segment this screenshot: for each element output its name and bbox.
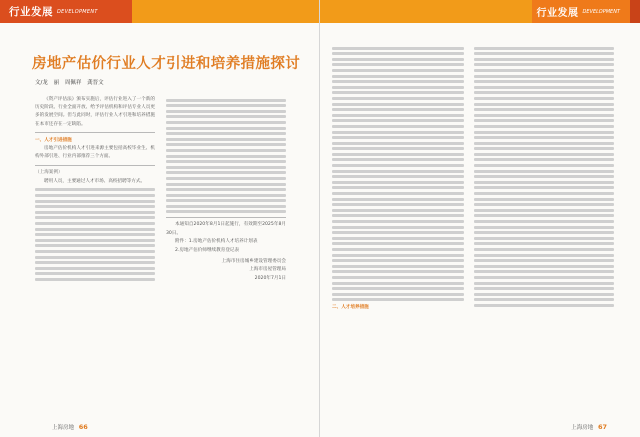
text-line — [474, 119, 614, 122]
right-page — [320, 0, 640, 437]
paragraph: 聘用人员，主要通过人才市场、高校招聘等方式。 — [44, 178, 146, 184]
text-line — [332, 170, 464, 173]
divider — [35, 165, 155, 166]
text-line — [474, 282, 614, 285]
section-title: 行业发展 — [9, 6, 53, 18]
notice-org: 上海市住房城乡建设管理委员会 — [221, 259, 286, 265]
text-line — [35, 272, 155, 275]
text-line — [474, 254, 614, 257]
text-line — [166, 155, 286, 158]
text-line — [332, 80, 464, 83]
text-line — [166, 160, 286, 163]
text-line — [166, 99, 286, 102]
text-line — [332, 108, 464, 111]
text-line — [166, 127, 286, 130]
divider — [166, 217, 286, 218]
text-line — [332, 214, 464, 217]
text-line — [35, 188, 155, 191]
paragraph: 房地产估价机构人才引进来源主要包括高校毕业生、机构外部引进、行业内部推荐三个方面。 — [35, 146, 155, 160]
text-line — [474, 198, 614, 201]
section-heading-2: 二、人才培养措施 — [332, 304, 369, 310]
text-line — [332, 164, 464, 167]
text-line — [474, 181, 614, 184]
text-line — [474, 192, 614, 195]
text-line — [474, 114, 614, 117]
text-line — [474, 270, 614, 273]
text-line — [35, 239, 155, 242]
text-line — [332, 231, 464, 234]
text-line — [332, 142, 464, 145]
text-line — [332, 242, 464, 245]
text-line — [474, 97, 614, 100]
text-line — [474, 136, 614, 139]
text-line — [166, 199, 286, 202]
text-line — [332, 186, 464, 189]
text-line — [35, 244, 155, 247]
text-line — [35, 267, 155, 270]
page-number: 67 — [597, 423, 607, 431]
text-line — [474, 231, 614, 234]
text-line — [332, 181, 464, 184]
text-line — [332, 131, 464, 134]
text-line — [166, 210, 286, 213]
page-number: 66 — [78, 423, 88, 431]
text-line — [35, 194, 155, 197]
text-line — [474, 304, 614, 307]
notice-date: 2020年7月1日 — [254, 275, 286, 281]
notice-attachment-2: 2.房地产估价师继续教育登记表 — [175, 248, 240, 254]
subsection-heading: （上海案例） — [35, 170, 63, 176]
text-line — [332, 237, 464, 240]
divider — [35, 132, 155, 133]
text-line — [474, 298, 614, 301]
text-line — [332, 47, 464, 50]
text-line — [166, 194, 286, 197]
text-line — [35, 256, 155, 259]
text-line — [332, 58, 464, 61]
text-line — [474, 142, 614, 145]
text-column-2 — [166, 96, 286, 283]
text-line — [166, 205, 286, 208]
text-line — [474, 125, 614, 128]
text-line — [474, 58, 614, 61]
text-line — [474, 86, 614, 89]
text-line — [332, 86, 464, 89]
section-subtitle: DEVELOPMENT — [582, 8, 620, 15]
footer-magazine: 上海房地 — [52, 425, 75, 431]
text-line — [474, 164, 614, 167]
text-line — [35, 222, 155, 225]
text-line — [474, 69, 614, 72]
text-line — [474, 220, 614, 223]
text-line — [332, 75, 464, 78]
footer-magazine: 上海房地 — [571, 425, 594, 431]
text-line — [332, 298, 464, 301]
text-line — [474, 242, 614, 245]
text-column-3 — [332, 44, 464, 312]
section-heading-1: 一、人才引进措施 — [35, 137, 72, 143]
text-line — [474, 80, 614, 83]
text-line — [332, 287, 464, 290]
text-line — [474, 63, 614, 66]
notice-attachment: 附件：1.房地产估价机构人才培养计划表 — [175, 239, 258, 245]
text-line — [332, 175, 464, 178]
text-line — [474, 103, 614, 106]
text-line — [35, 233, 155, 236]
section-header — [0, 0, 132, 23]
right-footer — [571, 423, 610, 431]
text-line — [166, 110, 286, 113]
text-line — [166, 166, 286, 169]
text-line — [35, 211, 155, 214]
text-line — [474, 170, 614, 173]
notice-closing: 本通知自2020年8月1日起施行，有效期至2025年8月30日。 — [166, 222, 286, 236]
text-line — [332, 226, 464, 229]
text-line — [166, 183, 286, 186]
text-line — [166, 143, 286, 146]
text-column-4 — [474, 44, 614, 310]
text-line — [332, 114, 464, 117]
text-column-1 — [35, 96, 155, 284]
text-line — [474, 131, 614, 134]
text-line — [35, 200, 155, 203]
text-line — [474, 153, 614, 156]
text-line — [332, 282, 464, 285]
text-line — [474, 158, 614, 161]
text-line — [166, 149, 286, 152]
text-line — [332, 192, 464, 195]
text-line — [332, 119, 464, 122]
text-line — [474, 108, 614, 111]
text-line — [474, 287, 614, 290]
text-line — [474, 214, 614, 217]
text-line — [332, 254, 464, 257]
text-line — [35, 261, 155, 264]
text-line — [332, 276, 464, 279]
text-line — [332, 259, 464, 262]
article-title: 房地产估价行业人才引进和培养措施探讨 — [32, 56, 301, 72]
left-footer — [52, 423, 91, 431]
text-line — [332, 220, 464, 223]
section-header — [532, 0, 640, 23]
text-line — [166, 132, 286, 135]
text-line — [166, 188, 286, 191]
text-line — [166, 104, 286, 107]
text-line — [332, 270, 464, 273]
text-line — [35, 216, 155, 219]
text-line — [332, 293, 464, 296]
text-line — [332, 248, 464, 251]
abstract-paragraph: 《资产评估法》颁布实施后，评估行业进入了一个新的历史阶段。行业全面开放、给予评估机构和评估专业人员更多的发展空间。但与此同时，评估行业人才引进和培养措施在本市还存在一定缺陷。 — [35, 97, 155, 127]
text-line — [332, 103, 464, 106]
text-line — [166, 121, 286, 124]
article-authors: 文/龙 丽 周佩祥 龚晋文 — [35, 80, 104, 86]
text-line — [166, 138, 286, 141]
text-line — [332, 97, 464, 100]
text-line — [332, 203, 464, 206]
text-line — [332, 265, 464, 268]
text-line — [474, 91, 614, 94]
text-line — [474, 293, 614, 296]
text-line — [166, 171, 286, 174]
text-line — [332, 136, 464, 139]
section-title: 行业发展 — [536, 8, 579, 19]
text-line — [332, 52, 464, 55]
text-line — [332, 63, 464, 66]
text-line — [332, 147, 464, 150]
text-line — [474, 203, 614, 206]
text-line — [332, 125, 464, 128]
text-line — [474, 248, 614, 251]
text-line — [474, 52, 614, 55]
text-line — [474, 276, 614, 279]
notice-org-2: 上海市房屋管理局 — [249, 267, 286, 273]
text-line — [474, 265, 614, 268]
text-line — [474, 259, 614, 262]
text-line — [332, 158, 464, 161]
header-stripe — [630, 0, 640, 23]
text-line — [474, 75, 614, 78]
text-line — [474, 47, 614, 50]
text-line — [474, 226, 614, 229]
text-line — [166, 115, 286, 118]
text-line — [35, 205, 155, 208]
text-line — [474, 186, 614, 189]
text-line — [332, 198, 464, 201]
text-line — [166, 177, 286, 180]
text-line — [474, 209, 614, 212]
text-line — [35, 228, 155, 231]
text-line — [474, 237, 614, 240]
text-line — [332, 209, 464, 212]
text-line — [474, 147, 614, 150]
text-line — [332, 153, 464, 156]
text-line — [35, 250, 155, 253]
text-line — [332, 91, 464, 94]
text-line — [35, 278, 155, 281]
text-line — [474, 175, 614, 178]
text-line — [332, 69, 464, 72]
section-subtitle: DEVELOPMENT — [57, 8, 98, 15]
